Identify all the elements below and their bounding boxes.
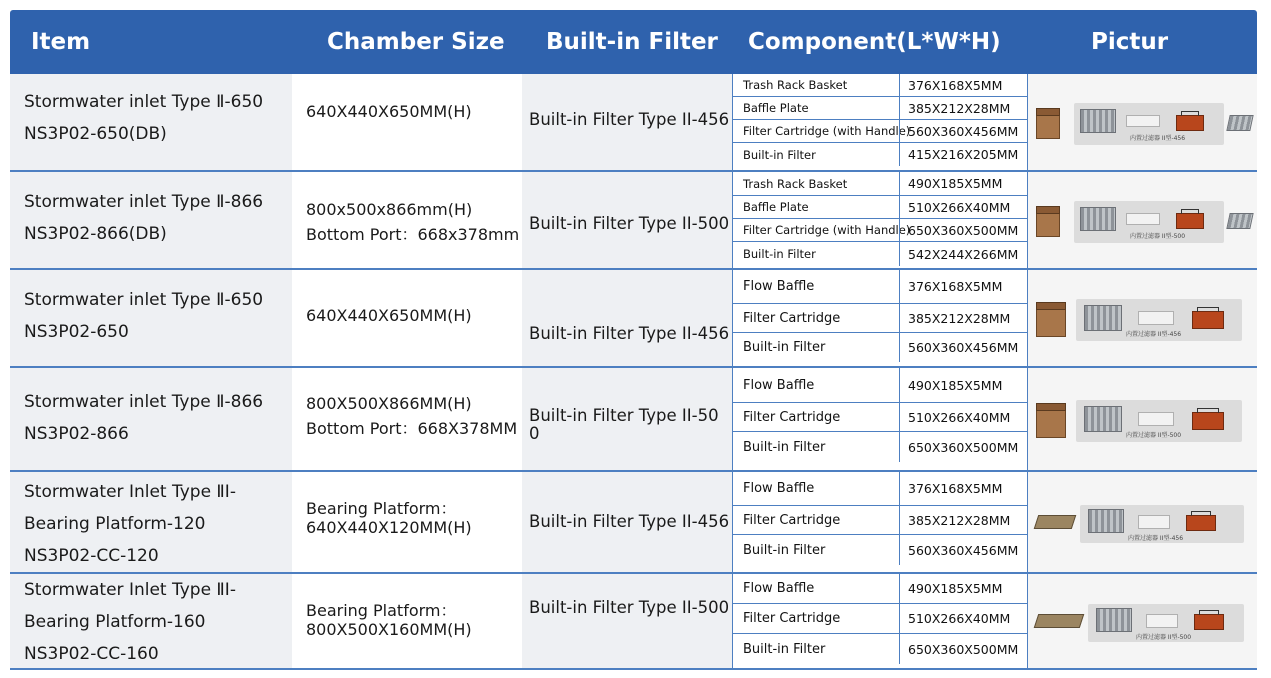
built-in-filter-cell — [522, 574, 732, 668]
item-line: NS3P02-CC-160 — [24, 644, 159, 664]
component-name: Filter Cartridge — [743, 310, 841, 326]
built-in-filter-text: Built-in Filter Type II-456 — [529, 512, 730, 531]
item-line: NS3P02-866(DB) — [24, 224, 167, 244]
chamber-image — [1036, 307, 1066, 337]
table-row — [10, 574, 1257, 670]
component-size: 490X185X5MM — [899, 574, 1027, 603]
header-component: Component(L*W*H) — [748, 29, 1001, 55]
built-in-filter-text: Built-in Filter Type II-456 — [529, 324, 730, 343]
basket-image — [1226, 213, 1253, 229]
picture-caption: 内置过滤器 II型-500 — [1136, 634, 1192, 641]
header-chamber-size: Chamber Size — [327, 29, 505, 55]
chamber-size-cell — [292, 172, 522, 268]
item-cell — [10, 74, 292, 170]
component-size: 650X360X500MM — [899, 432, 1027, 462]
picture-caption: 内置过滤器 II型-456 — [1126, 331, 1182, 338]
item-line: Stormwater inlet Type Ⅱ-866 — [24, 192, 264, 212]
component-cell — [732, 172, 1028, 268]
component-name: Flow Baffle — [743, 377, 815, 393]
component-name: Built-in Filter — [743, 542, 826, 558]
component-row — [733, 196, 1027, 219]
component-name: Built-in Filter — [743, 439, 826, 455]
bearing-platform-image — [1034, 515, 1077, 529]
picture-caption: 内置过滤器 II型-456 — [1130, 135, 1186, 142]
component-row — [733, 120, 1027, 143]
chamber-size-text: Bottom Port：668X378MM — [306, 419, 518, 438]
built-in-filter-text: Built-in Filter Type II-50 — [529, 406, 719, 425]
component-row — [733, 219, 1027, 242]
picture-cell — [1028, 74, 1257, 170]
component-size: 650X360X500MM — [899, 219, 1027, 241]
bearing-platform-image — [1034, 614, 1085, 628]
chamber-size-cell — [292, 472, 522, 572]
built-in-filter-cell — [522, 472, 732, 572]
chamber-size-cell — [292, 368, 522, 470]
built-in-filter-text: Built-in Filter Type II-500 — [529, 214, 730, 233]
table-row — [10, 74, 1257, 172]
filter-parts-image — [1076, 299, 1242, 341]
component-row — [733, 574, 1027, 604]
picture-caption: 内置过滤器 II型-456 — [1128, 535, 1184, 542]
component-row — [733, 270, 1027, 304]
chamber-size-text: 800X500X160MM(H) — [306, 620, 472, 639]
item-line: Bearing Platform-160 — [24, 612, 206, 632]
picture-cell — [1028, 172, 1257, 268]
component-cell — [732, 472, 1028, 572]
component-size: 376X168X5MM — [899, 472, 1027, 505]
component-name: Filter Cartridge — [743, 409, 841, 425]
component-size: 376X168X5MM — [899, 270, 1027, 303]
component-row — [733, 403, 1027, 432]
chamber-image — [1036, 408, 1066, 438]
header-picture: Pictur — [1091, 29, 1169, 55]
component-cell — [732, 270, 1028, 366]
component-name: Built-in Filter — [743, 641, 826, 657]
table-row — [10, 172, 1257, 270]
chamber-size-text: 800x500x866mm(H) — [306, 200, 473, 219]
item-line: Stormwater Inlet Type ⅡI- — [24, 482, 236, 502]
filter-parts-image — [1076, 400, 1242, 442]
picture-cell — [1028, 472, 1257, 572]
item-cell — [10, 368, 292, 470]
component-size: 385X212X28MM — [899, 506, 1027, 534]
basket-image — [1226, 115, 1253, 131]
filter-parts-image — [1088, 604, 1244, 642]
component-name: Flow Baffle — [743, 279, 815, 294]
component-name: Filter Cartridge (with Handle) — [743, 124, 911, 138]
chamber-image — [1036, 211, 1060, 237]
chamber-size-text: 640X440X120MM(H) — [306, 518, 472, 537]
component-row — [733, 242, 1027, 266]
component-size: 385X212X28MM — [899, 304, 1027, 332]
component-size: 542X244X266MM — [899, 242, 1027, 266]
component-row — [733, 535, 1027, 565]
component-cell — [732, 368, 1028, 470]
item-line: NS3P02-866 — [24, 424, 129, 444]
built-in-filter-text: Built-in Filter Type II-456 — [529, 110, 730, 129]
table-row — [10, 368, 1257, 472]
item-line: Stormwater inlet Type Ⅱ-650 — [24, 290, 264, 310]
component-size: 385X212X28MM — [899, 97, 1027, 119]
component-size: 490X185X5MM — [899, 368, 1027, 402]
component-size: 376X168X5MM — [899, 74, 1027, 96]
built-in-filter-text: Built-in Filter Type II-500 — [529, 598, 730, 617]
component-size: 510X266X40MM — [899, 403, 1027, 431]
item-cell — [10, 574, 292, 668]
table-row — [10, 270, 1257, 368]
built-in-filter-cell — [522, 368, 732, 470]
component-size: 415X216X205MM — [899, 143, 1027, 166]
component-name: Built-in Filter — [743, 147, 816, 162]
item-line: NS3P02-CC-120 — [24, 546, 159, 566]
component-size: 510X266X40MM — [899, 604, 1027, 633]
filter-parts-image — [1074, 201, 1224, 243]
chamber-size-cell — [292, 74, 522, 170]
built-in-filter-text: 0 — [529, 424, 540, 443]
component-size: 650X360X500MM — [899, 634, 1027, 664]
picture-cell — [1028, 574, 1257, 668]
filter-parts-image — [1074, 103, 1224, 145]
item-line: NS3P02-650(DB) — [24, 124, 167, 144]
item-line: Stormwater inlet Type Ⅱ-650 — [24, 92, 264, 112]
built-in-filter-cell — [522, 270, 732, 366]
chamber-size-text: Bottom Port：668x378mm — [306, 225, 520, 244]
component-row — [733, 472, 1027, 506]
component-row — [733, 304, 1027, 333]
component-row — [733, 506, 1027, 535]
picture-caption: 内置过滤器 II型-500 — [1130, 233, 1186, 240]
spec-table — [10, 10, 1257, 670]
component-name: Flow Baffle — [743, 581, 815, 596]
component-row — [733, 333, 1027, 362]
table-header — [10, 10, 1257, 74]
chamber-image — [1036, 113, 1060, 139]
item-line: NS3P02-650 — [24, 322, 129, 342]
component-row — [733, 432, 1027, 462]
chamber-size-text: 800X500X866MM(H) — [306, 394, 472, 413]
chamber-size-text: 640X440X650MM(H) — [306, 102, 472, 121]
component-size: 560X360X456MM — [899, 333, 1027, 362]
picture-caption: 内置过滤器 II型-500 — [1126, 432, 1182, 439]
item-cell — [10, 270, 292, 366]
component-cell — [732, 74, 1028, 170]
component-name: Filter Cartridge — [743, 512, 841, 528]
component-row — [733, 368, 1027, 403]
item-line: Stormwater inlet Type Ⅱ-866 — [24, 392, 264, 412]
component-row — [733, 97, 1027, 120]
header-built-in-filter: Built-in Filter — [546, 29, 718, 55]
picture-cell — [1028, 270, 1257, 366]
chamber-size-cell — [292, 270, 522, 366]
component-row — [733, 172, 1027, 196]
component-name: Flow Baffle — [743, 481, 815, 496]
chamber-size-text: Bearing Platform： — [306, 601, 457, 620]
component-name: Trash Rack Basket — [743, 78, 848, 92]
component-row — [733, 634, 1027, 664]
component-name: Filter Cartridge (with Handle) — [743, 223, 911, 237]
filter-parts-image — [1080, 505, 1244, 543]
chamber-size-text: Bearing Platform： — [306, 499, 457, 518]
header-item: Item — [31, 29, 91, 55]
item-cell — [10, 172, 292, 268]
item-cell — [10, 472, 292, 572]
component-name: Filter Cartridge — [743, 611, 841, 626]
component-name: Built-in Filter — [743, 247, 816, 261]
built-in-filter-cell — [522, 172, 732, 268]
item-line: Bearing Platform-120 — [24, 514, 206, 534]
component-row — [733, 604, 1027, 634]
table-row — [10, 472, 1257, 574]
component-name: Trash Rack Basket — [743, 176, 848, 191]
chamber-size-text: 640X440X650MM(H) — [306, 306, 472, 325]
component-size: 560X360X456MM — [899, 535, 1027, 565]
component-cell — [732, 574, 1028, 668]
component-name: Baffle Plate — [743, 200, 809, 214]
built-in-filter-cell — [522, 74, 732, 170]
component-row — [733, 143, 1027, 166]
component-size: 560X360X456MM — [899, 120, 1027, 142]
component-size: 510X266X40MM — [899, 196, 1027, 218]
picture-cell — [1028, 368, 1257, 470]
component-name: Baffle Plate — [743, 101, 809, 115]
item-line: Stormwater Inlet Type ⅡI- — [24, 580, 236, 600]
chamber-size-cell — [292, 574, 522, 668]
component-name: Built-in Filter — [743, 340, 826, 355]
component-row — [733, 74, 1027, 97]
component-size: 490X185X5MM — [899, 172, 1027, 195]
